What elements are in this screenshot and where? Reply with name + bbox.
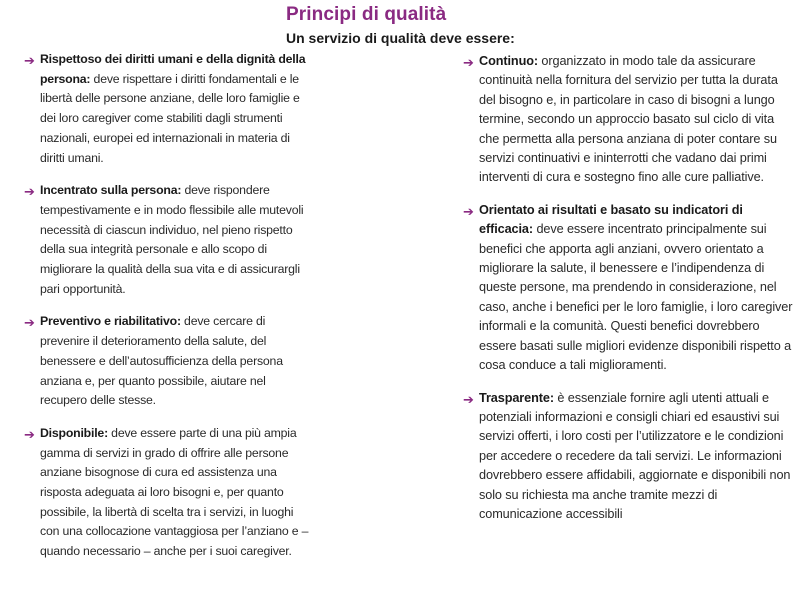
right-column bbox=[463, 52, 793, 537]
arrow-right-icon: ➔ bbox=[463, 391, 474, 407]
arrow-right-icon: ➔ bbox=[24, 315, 35, 331]
principle-item bbox=[463, 389, 793, 525]
principle-text: deve essere parte di una più ampia gamma di servizi in grado di offrire alle persone anziane bisognose di cura ed assistenza una risposta adeguata ai loro bisogni e, per quanto possibile, la libertà di scelta tra i servizi, in luoghi con una collocazione vantaggiosa per l’anziano e – quando necessario – anche per i suoi caregiver. bbox=[40, 425, 309, 559]
principle-item bbox=[463, 52, 793, 188]
principle-term: Orientato ai risultati e basato su indicatori di efficacia: bbox=[479, 202, 743, 237]
principle-item bbox=[463, 201, 793, 376]
arrow-right-icon: ➔ bbox=[24, 184, 35, 200]
principle-term: Continuo: bbox=[479, 54, 538, 68]
principle-item bbox=[24, 50, 314, 168]
principle-term: Disponibile: bbox=[40, 425, 108, 440]
page-title: Principi di qualità bbox=[286, 4, 447, 25]
principle-item bbox=[24, 181, 314, 299]
arrow-right-icon: ➔ bbox=[24, 53, 35, 68]
principle-text: deve rispettare i diritti fondamentali e le libertà delle persone anziane, delle loro famiglie e dei loro caregiver come stabiliti dagli strumenti nazionali, europei ed internazionali in materia di diritti umani. bbox=[40, 71, 300, 165]
principle-text: deve cercare di prevenire il deterioramento della salute, del benessere e dell’autosufficienza della persona anziana e, per quanto possibile, aiutare nel recupero delle stesse. bbox=[40, 314, 283, 408]
principle-text: è essenziale fornire agli utenti attuali e potenziali informazioni e consigli chiari ed esaustivi sui servizi offerti, i loro costi per l’utilizzatore e le condizioni per accedere o recedere da tali servizi. Le informazioni dovrebbero essere affidabili, aggiornate e disponibili non solo su richiesta ma anche tramite mezzi di comunicazione accessibili bbox=[479, 390, 791, 521]
principle-term: Trasparente: bbox=[479, 390, 554, 405]
arrow-right-icon: ➔ bbox=[24, 426, 35, 442]
principle-term: Preventivo e riabilitativo: bbox=[40, 314, 181, 329]
principle-item bbox=[24, 424, 314, 562]
principle-term: Rispettoso dei diritti umani e della dignità della persona: bbox=[40, 52, 306, 86]
arrow-right-icon: ➔ bbox=[463, 55, 474, 70]
page-subtitle: Un servizio di qualità deve essere: bbox=[286, 30, 515, 46]
principle-text: deve rispondere tempestivamente e in modo flessibile alle mutevoli necessità di ciascun individuo, nel pieno rispetto della sua integrità personale e allo scopo di migliorare la qualità della sua vita e di assicurargli pari opportunità. bbox=[40, 183, 304, 296]
principle-item bbox=[24, 312, 314, 411]
principle-text: organizzato in modo tale da assicurare continuità nella fornitura del servizio per tutta la durata del bisogno e, in particolare in caso di bisogni a lungo termine, secondo un approccio basato sul ciclo di vita che permetta alla persona anziana di poter contare su servizi continuativi e ininterrotti che vadano dai primi interventi di cura e sostegno fino alle cure palliative. bbox=[479, 54, 778, 185]
arrow-right-icon: ➔ bbox=[463, 203, 474, 219]
principle-term: Incentrato sulla persona: bbox=[40, 183, 182, 198]
left-column bbox=[24, 50, 314, 575]
principle-text: deve essere incentrato principalmente sui benefici che apporta agli anziani, ovvero orientato a migliorare la salute, il benessere e l’indipendenza di queste persone, ma prendendo in considerazione, nel caso, anche i benefici per le loro famiglie, i loro caregiver informali e la comunità. Questi benefici dovrebbero essere basati sulle migliori evidenze disponibili rispetto a cosa conduce a tali miglioramenti. bbox=[479, 222, 793, 373]
